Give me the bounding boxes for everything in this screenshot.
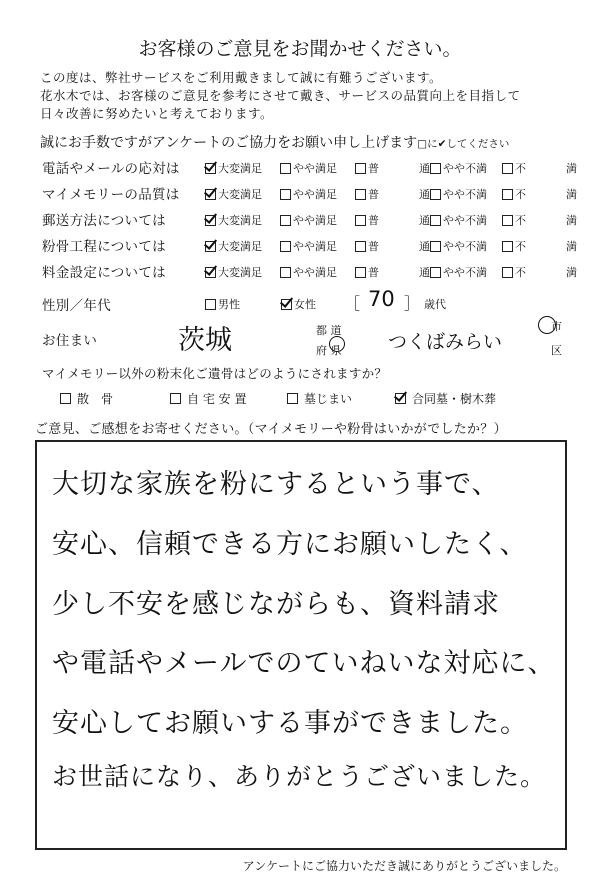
rating-checkbox[interactable] xyxy=(502,189,513,200)
rating-checkbox[interactable] xyxy=(430,241,441,252)
rating-option[interactable] xyxy=(205,238,262,254)
gender-female-checkbox[interactable] xyxy=(281,299,292,310)
intro-line-3: 日々改善に努めたいと考えております。 xyxy=(40,106,274,121)
comment-line: 安心してお願いする事ができました。 xyxy=(52,708,528,739)
rating-checkbox[interactable] xyxy=(502,241,513,252)
rating-option[interactable] xyxy=(280,186,337,202)
rating-checkbox[interactable] xyxy=(502,215,513,226)
rating-option[interactable] xyxy=(280,238,337,254)
rating-option[interactable] xyxy=(355,212,436,228)
rating-checkbox[interactable] xyxy=(280,215,291,226)
rating-checkbox[interactable] xyxy=(355,163,366,174)
rating-option-label: 大変満足 xyxy=(218,162,262,175)
rating-checkbox[interactable] xyxy=(502,267,513,278)
comment-line: お世話になり、ありがとうございました。 xyxy=(52,762,547,791)
rating-checkbox[interactable] xyxy=(430,189,441,200)
disposal-checkbox[interactable] xyxy=(60,393,71,404)
comment-line: 大切な家族を粉にするという事で、 xyxy=(52,469,500,500)
rating-checkbox[interactable] xyxy=(205,241,216,252)
rating-option-label: 不 満 xyxy=(515,214,583,227)
rating-option-label: 普 通 xyxy=(368,188,436,201)
prefecture-type-circle xyxy=(329,336,345,352)
rating-checkbox[interactable] xyxy=(355,189,366,200)
rating-option[interactable] xyxy=(205,160,262,176)
rating-option[interactable] xyxy=(280,212,337,228)
rating-option[interactable] xyxy=(430,160,487,176)
rating-option[interactable] xyxy=(430,238,487,254)
disposal-option-label: 自 宅 安 置 xyxy=(187,392,247,406)
rating-checkbox[interactable] xyxy=(355,215,366,226)
question-label: 粉骨工程については xyxy=(42,239,166,255)
rating-checkbox[interactable] xyxy=(205,189,216,200)
rating-option[interactable] xyxy=(355,238,436,254)
question-label: 料金設定については xyxy=(42,265,166,281)
rating-option[interactable] xyxy=(355,264,436,280)
disposal-option[interactable] xyxy=(60,390,113,407)
rating-option[interactable] xyxy=(502,160,583,176)
prefecture-type-bottom: 府 県 xyxy=(316,344,342,357)
rating-option[interactable] xyxy=(430,186,487,202)
rating-option[interactable] xyxy=(502,212,583,228)
prefecture-value[interactable]: 茨城 xyxy=(178,325,232,356)
rating-option[interactable] xyxy=(502,186,583,202)
rating-option-label: 不 満 xyxy=(515,266,583,279)
footer-thanks: アンケートにご協力いただき誠にありがとうございました。 xyxy=(242,859,566,873)
rating-option-label: 普 通 xyxy=(368,214,436,227)
rating-checkbox[interactable] xyxy=(280,267,291,278)
rating-option-label: 普 通 xyxy=(368,266,436,279)
disposal-option[interactable] xyxy=(287,390,352,407)
comment-line: 安心、信頼できる方にお願いしたく、 xyxy=(52,529,528,560)
rating-option-label: 大変満足 xyxy=(218,188,262,201)
rating-option-label: やや不満 xyxy=(443,214,487,227)
rating-option-label: 普 通 xyxy=(368,240,436,253)
gender-female-option[interactable] xyxy=(281,296,316,312)
gender-female-label: 女性 xyxy=(294,298,316,311)
rating-option-label: やや満足 xyxy=(293,214,337,227)
rating-option[interactable] xyxy=(280,264,337,280)
disposal-option-label: 合同墓・樹木葬 xyxy=(412,392,497,406)
survey-request-instruction: □に✔してください xyxy=(417,138,510,150)
rating-option-label: 不 満 xyxy=(515,162,583,175)
rating-option-label: 大変満足 xyxy=(218,214,262,227)
rating-option-label: やや満足 xyxy=(293,266,337,279)
rating-checkbox[interactable] xyxy=(280,163,291,174)
residence-label: お住まい xyxy=(42,333,98,349)
rating-option[interactable] xyxy=(502,264,583,280)
age-value[interactable]: 70 xyxy=(368,287,395,311)
rating-option-label: やや満足 xyxy=(293,240,337,253)
rating-option[interactable] xyxy=(205,212,262,228)
rating-option[interactable] xyxy=(502,238,583,254)
rating-option[interactable] xyxy=(205,264,262,280)
disposal-option-label: 散 骨 xyxy=(77,392,114,406)
gender-male-checkbox[interactable] xyxy=(205,299,216,310)
rating-option-label: やや満足 xyxy=(293,188,337,201)
rating-option[interactable] xyxy=(355,160,436,176)
rating-checkbox[interactable] xyxy=(280,189,291,200)
rating-option-label: 不 満 xyxy=(515,240,583,253)
question-label: 電話やメールの応対は xyxy=(42,161,180,177)
age-bracket-close: ］ xyxy=(404,294,421,313)
rating-option-label: やや不満 xyxy=(443,162,487,175)
disposal-checkbox[interactable] xyxy=(287,393,298,404)
age-suffix: 歳代 xyxy=(424,298,446,311)
rating-checkbox[interactable] xyxy=(355,241,366,252)
other-disposal-question: マイメモリー以外の粉末化ご遺骨はどのようにされますか？ xyxy=(42,366,388,381)
rating-option-label: やや不満 xyxy=(443,188,487,201)
rating-option-label: 大変満足 xyxy=(218,266,262,279)
rating-checkbox[interactable] xyxy=(430,215,441,226)
rating-checkbox[interactable] xyxy=(205,215,216,226)
rating-checkbox[interactable] xyxy=(430,163,441,174)
rating-option[interactable] xyxy=(430,264,487,280)
age-bracket-open: ［ xyxy=(344,294,361,313)
rating-option[interactable] xyxy=(280,160,337,176)
rating-checkbox[interactable] xyxy=(205,163,216,174)
disposal-checkbox[interactable] xyxy=(395,393,406,404)
rating-option-label: 不 満 xyxy=(515,188,583,201)
intro-line-1: この度は、弊社サービスをご利用戴きまして誠に有難うございます。 xyxy=(40,70,443,85)
rating-checkbox[interactable] xyxy=(355,267,366,278)
intro-line-2: 花水木では、お客様のご意見を参考にさせて戴き、サービスの品質向上を目指して xyxy=(40,88,521,103)
question-label: 郵送方法については xyxy=(42,213,166,229)
rating-option-label: やや不満 xyxy=(443,240,487,253)
rating-option[interactable] xyxy=(355,186,436,202)
rating-checkbox[interactable] xyxy=(502,163,513,174)
city-type-label: 市 xyxy=(551,320,562,333)
comment-line: 少し不安を感じながらも、資料請求 xyxy=(52,589,500,620)
rating-option[interactable] xyxy=(205,186,262,202)
question-label: マイメモリーの品質は xyxy=(42,187,180,203)
gender-male-label: 男性 xyxy=(218,298,240,311)
rating-checkbox[interactable] xyxy=(205,267,216,278)
rating-option-label: 普 通 xyxy=(368,162,436,175)
disposal-checkbox[interactable] xyxy=(170,393,181,404)
city-value[interactable]: つくばみらい xyxy=(388,331,503,353)
disposal-option-label: 墓じまい xyxy=(304,392,353,406)
survey-request-text: 誠にお手数ですがアンケートのご協力をお願い申し上げます xyxy=(40,135,418,151)
prefecture-type-top: 都 道 xyxy=(316,324,342,337)
page-title: お客様のご意見をお聞かせください。 xyxy=(138,38,462,60)
rating-option[interactable] xyxy=(430,212,487,228)
gender-age-label: 性別／年代 xyxy=(42,298,111,314)
gender-male-option[interactable] xyxy=(205,296,240,312)
rating-option-label: 大変満足 xyxy=(218,240,262,253)
disposal-option[interactable] xyxy=(395,390,496,407)
rating-option-label: やや不満 xyxy=(443,266,487,279)
ward-type-label: 区 xyxy=(551,344,562,357)
disposal-option[interactable] xyxy=(170,390,246,407)
comment-line: や電話やメールでのていねいな対応に、 xyxy=(52,648,556,679)
rating-checkbox[interactable] xyxy=(430,267,441,278)
survey-request xyxy=(40,132,509,152)
comment-prompt: ご意見、ご感想をお寄せください。（マイメモリーや粉骨はいかがでしたか？） xyxy=(35,422,507,437)
rating-option-label: やや満足 xyxy=(293,162,337,175)
rating-checkbox[interactable] xyxy=(280,241,291,252)
